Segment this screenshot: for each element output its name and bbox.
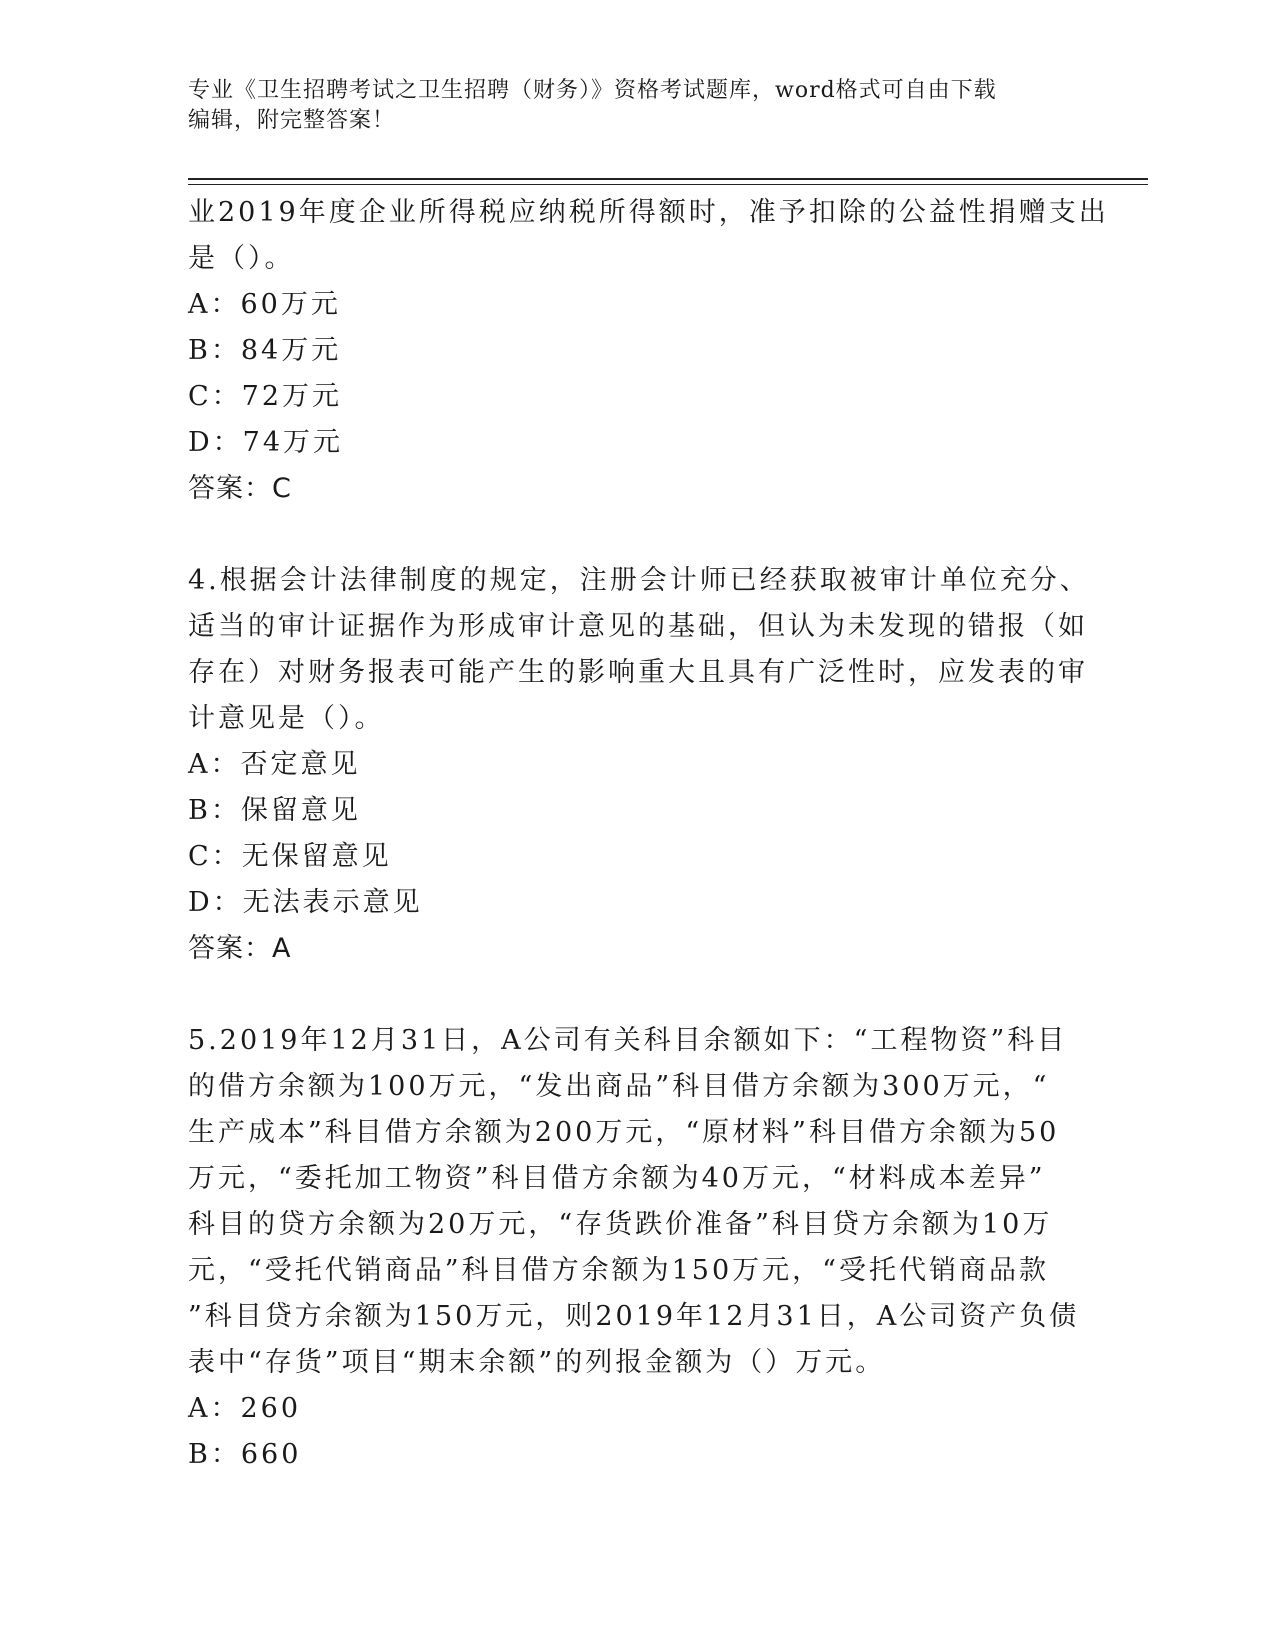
spacer [188, 512, 1068, 558]
header-line-1: 专业《卫生招聘考试之卫生招聘（财务）》资格考试题库，word格式可自由下载 [188, 78, 997, 103]
header-line-2: 编辑，附完整答案！ [188, 108, 396, 133]
answer-line: 答案：C [188, 473, 292, 504]
question-text-line: 是（）。 [188, 243, 295, 274]
question-text-line: 计意见是（）。 [188, 703, 385, 734]
question-text-line: 适当的审计证据作为形成审计意见的基础，但认为未发现的错报（如 [188, 611, 1088, 642]
option-b: B：84万元 [188, 335, 342, 366]
question-3 [188, 190, 1109, 512]
option-a: A：260 [188, 1393, 302, 1424]
option-a: A：60万元 [188, 289, 341, 320]
option-a: A：否定意见 [188, 749, 361, 780]
question-text-line: 表中“存货”项目“期末余额”的列报金额为（）万元。 [188, 1347, 886, 1378]
question-text-line: 业2019年度企业所得税应纳税所得额时，准予扣除的公益性捐赠支出 [188, 197, 1109, 228]
option-c: C：72万元 [188, 381, 343, 412]
option-b: B：保留意见 [188, 795, 361, 826]
question-content [188, 190, 1109, 1478]
question-text-line: 的借方余额为100万元，“发出商品”科目借方余额为300万元，“ [188, 1071, 1050, 1102]
question-5 [188, 1018, 1080, 1478]
question-text-line: 元，“受托代销商品”科目借方余额为150万元，“受托代销商品款 [188, 1255, 1049, 1286]
option-c: C：无保留意见 [188, 841, 392, 872]
option-b: B：660 [188, 1439, 302, 1470]
document-header [188, 76, 1088, 136]
header-rule-thick [188, 178, 1148, 180]
question-text-line: 4.根据会计法律制度的规定，注册会计师已经获取被审计单位充分、 [188, 565, 1090, 596]
question-4 [188, 558, 1090, 972]
option-d: D：无法表示意见 [188, 887, 423, 918]
question-text-line: 5.2019年12月31日，A公司有关科目余额如下：“工程物资”科目 [188, 1025, 1068, 1056]
question-text-line: 生产成本”科目借方余额为200万元，“原材料”科目借方余额为50 [188, 1117, 1060, 1148]
question-text-line: 万元，“委托加工物资”科目借方余额为40万元，“材料成本差异” [188, 1163, 1046, 1194]
option-d: D：74万元 [188, 427, 344, 458]
header-rule-thin [188, 184, 1148, 185]
question-text-line: 存在）对财务报表可能产生的影响重大且具有广泛性时，应发表的审 [188, 657, 1088, 688]
spacer [188, 972, 1068, 1018]
question-text-line: 科目的贷方余额为20万元，“存货跌价准备”科目贷方余额为10万 [188, 1209, 1053, 1240]
question-text-line: ”科目贷方余额为150万元，则2019年12月31日，A公司资产负债 [188, 1301, 1080, 1332]
answer-line: 答案：A [188, 933, 292, 964]
